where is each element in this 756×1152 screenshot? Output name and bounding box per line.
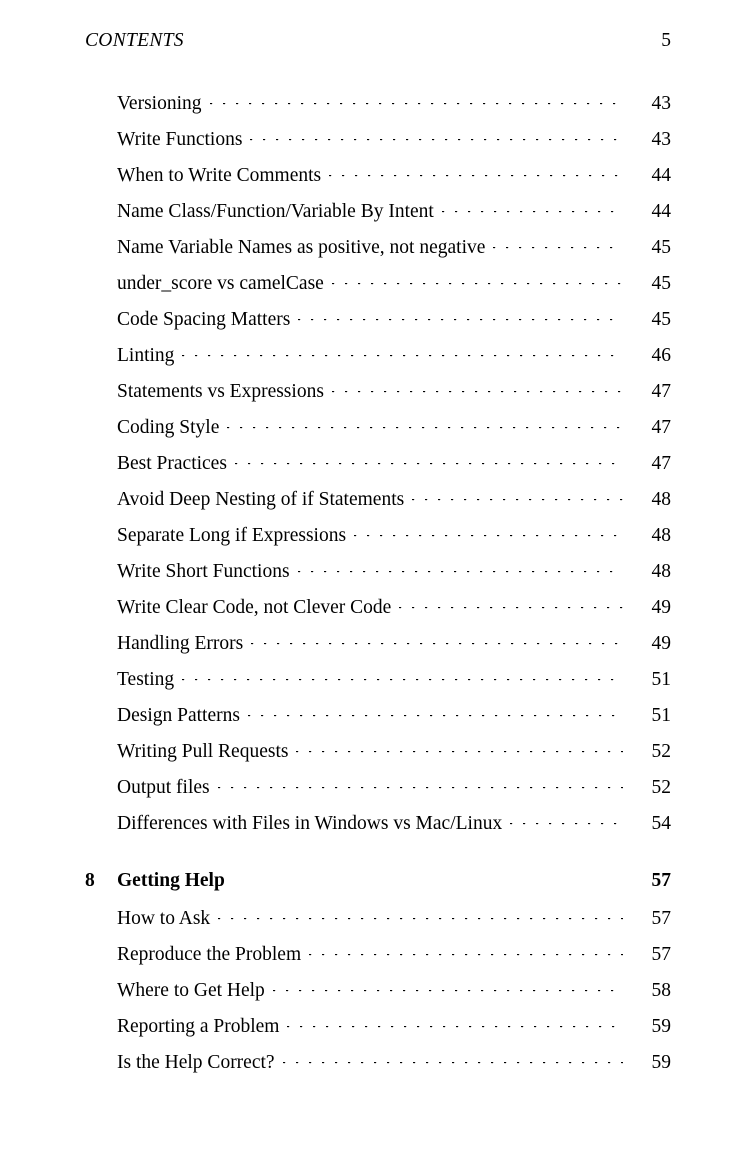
toc-entry-page-number: 43	[651, 93, 671, 114]
toc-dot-leader-dots	[248, 715, 623, 717]
toc-entry-row[interactable]	[85, 158, 671, 194]
toc-dot-leader	[329, 162, 623, 182]
toc-entry-title: under_score vs camelCase	[117, 273, 324, 294]
toc-entry-title: Write Functions	[117, 129, 243, 150]
toc-entry-page-number: 57	[651, 870, 671, 891]
toc-entry-row[interactable]	[85, 446, 671, 482]
toc-dot-leader-dots	[210, 103, 624, 105]
toc-dot-leader-dots	[354, 535, 623, 537]
toc-dot-leader	[296, 738, 623, 758]
toc-entry-title: Write Clear Code, not Clever Code	[117, 597, 392, 618]
toc-entry-page-number: 47	[651, 381, 671, 402]
toc-entry-page-number: 52	[651, 777, 671, 798]
toc-entry-page-number: 45	[651, 273, 671, 294]
toc-dot-leader	[399, 594, 623, 614]
toc-entry-page-number: 54	[651, 813, 671, 834]
toc-dot-leader	[510, 810, 623, 830]
toc-dot-leader	[354, 522, 623, 542]
toc-entry-title: Testing	[117, 669, 175, 690]
toc-entry-title: Name Variable Names as positive, not negative	[117, 237, 486, 258]
toc-entry-page-number: 47	[651, 453, 671, 474]
toc-entry-row[interactable]	[85, 194, 671, 230]
toc-dot-leader	[309, 941, 623, 961]
toc-dot-leader	[332, 270, 623, 290]
toc-dot-leader	[251, 630, 623, 650]
toc-dot-leader-dots	[218, 918, 623, 920]
toc-dot-leader-dots	[250, 139, 623, 141]
toc-entry-title: When to Write Comments	[117, 165, 322, 186]
toc-entry-row[interactable]	[85, 770, 671, 806]
toc-dot-leader	[250, 126, 623, 146]
toc-entry-title: Write Short Functions	[117, 561, 290, 582]
toc-dot-leader	[227, 414, 623, 434]
toc-entry-page-number: 57	[651, 908, 671, 929]
toc-entry-row[interactable]	[85, 698, 671, 734]
toc-entry-page-number: 52	[651, 741, 671, 762]
toc-entry-page-number: 59	[651, 1016, 671, 1037]
toc-entry-row[interactable]	[85, 230, 671, 266]
toc-entry-page-number: 45	[651, 237, 671, 258]
toc-entry-title: Name Class/Function/Variable By Intent	[117, 201, 434, 222]
toc-entry-page-number: 44	[651, 201, 671, 222]
toc-entry-page-number: 44	[651, 165, 671, 186]
toc-dot-leader-dots	[442, 211, 623, 213]
toc-entry-page-number: 49	[651, 597, 671, 618]
toc-entry-row[interactable]	[85, 901, 671, 937]
toc-dot-leader-dots	[493, 247, 623, 249]
toc-entry-row[interactable]	[85, 590, 671, 626]
toc-entry-page-number: 43	[651, 129, 671, 150]
toc-entry-row[interactable]	[85, 662, 671, 698]
toc-dot-leader-dots	[273, 990, 623, 992]
toc-entry-row[interactable]	[85, 973, 671, 1009]
toc-dot-leader-dots	[332, 283, 623, 285]
toc-entry-row[interactable]	[85, 122, 671, 158]
toc-entry-page-number: 59	[651, 1052, 671, 1073]
toc-entry-page-number: 46	[651, 345, 671, 366]
toc-entry-title: Coding Style	[117, 417, 220, 438]
toc-dot-leader-dots	[329, 175, 623, 177]
toc-entry-row[interactable]	[85, 338, 671, 374]
toc-dot-leader	[298, 558, 623, 578]
toc-entry-page-number: 48	[651, 489, 671, 510]
toc-dot-leader-dots	[296, 751, 623, 753]
toc-entry-page-number: 57	[651, 944, 671, 965]
toc-dot-leader-dots	[218, 787, 623, 789]
toc-entry-title: Statements vs Expressions	[117, 381, 324, 402]
toc-entry-page-number: 58	[651, 980, 671, 1001]
toc-dot-leader-dots	[182, 355, 623, 357]
toc-dot-leader-dots	[287, 1026, 623, 1028]
toc-entry-title: Versioning	[117, 93, 202, 114]
toc-dot-leader-dots	[309, 954, 623, 956]
toc-entry-row[interactable]	[85, 937, 671, 973]
toc-entry-row[interactable]	[85, 266, 671, 302]
toc-entry-title: Avoid Deep Nesting of if Statements	[117, 489, 405, 510]
toc-dot-leader	[283, 1049, 623, 1069]
toc-dot-leader-dots	[251, 643, 623, 645]
toc-dot-leader	[332, 378, 623, 398]
toc-dot-leader	[287, 1013, 623, 1033]
running-header-title: CONTENTS	[85, 30, 184, 51]
table-of-contents-list	[85, 86, 671, 1081]
toc-entry-row[interactable]	[85, 302, 671, 338]
toc-entry-row[interactable]	[85, 626, 671, 662]
toc-dot-leader	[442, 198, 623, 218]
toc-dot-leader	[182, 666, 623, 686]
running-header-page-number: 5	[661, 30, 671, 51]
toc-dot-leader	[298, 306, 623, 326]
toc-entry-row[interactable]	[85, 806, 671, 842]
toc-entry-row[interactable]	[85, 1045, 671, 1081]
toc-dot-leader-dots	[298, 319, 623, 321]
toc-entry-title: How to Ask	[117, 908, 211, 929]
toc-dot-leader	[218, 905, 623, 925]
toc-entry-title: Is the Help Correct?	[117, 1052, 275, 1073]
toc-dot-leader-dots	[399, 607, 623, 609]
toc-entry-title: Reporting a Problem	[117, 1016, 280, 1037]
toc-dot-leader-dots	[412, 499, 623, 501]
toc-dot-leader-dots	[298, 571, 623, 573]
toc-entry-row[interactable]	[85, 554, 671, 590]
toc-entry-title: Differences with Files in Windows vs Mac/Linux	[117, 813, 503, 834]
toc-entry-title: Design Patterns	[117, 705, 240, 726]
toc-dot-leader-dots	[235, 463, 623, 465]
toc-dot-leader	[233, 867, 623, 887]
toc-entry-row[interactable]	[85, 1009, 671, 1045]
toc-entry-row[interactable]	[85, 86, 671, 122]
toc-entry-title: Output files	[117, 777, 210, 798]
toc-entry-row[interactable]	[85, 734, 671, 770]
toc-entry-row[interactable]	[85, 374, 671, 410]
toc-entry-page-number: 49	[651, 633, 671, 654]
toc-dot-leader	[182, 342, 623, 362]
toc-entry-page-number: 51	[651, 669, 671, 690]
toc-entry-row[interactable]	[85, 410, 671, 446]
running-header	[85, 30, 671, 52]
toc-dot-leader-dots	[510, 823, 623, 825]
toc-dot-leader-dots	[332, 391, 623, 393]
toc-entry-row[interactable]	[85, 518, 671, 554]
toc-entry-page-number: 51	[651, 705, 671, 726]
toc-dot-leader	[273, 977, 623, 997]
toc-dot-leader	[412, 486, 623, 506]
toc-dot-leader-dots	[182, 679, 623, 681]
toc-dot-leader	[493, 234, 623, 254]
toc-entry-title: Writing Pull Requests	[117, 741, 289, 762]
toc-entry-title: Handling Errors	[117, 633, 244, 654]
toc-entry-title: Getting Help	[117, 870, 225, 891]
toc-entry-title: Reproduce the Problem	[117, 944, 302, 965]
toc-dot-leader	[248, 702, 623, 722]
toc-dot-leader-dots	[227, 427, 623, 429]
toc-entry-title: Best Practices	[117, 453, 227, 474]
toc-entry-number: 8	[85, 870, 95, 891]
toc-entry-title: Linting	[117, 345, 175, 366]
toc-entry-page-number: 45	[651, 309, 671, 330]
toc-dot-leader-dots	[283, 1062, 623, 1064]
toc-entry-title: Code Spacing Matters	[117, 309, 291, 330]
toc-chapter-row[interactable]	[85, 863, 671, 899]
toc-entry-page-number: 48	[651, 525, 671, 546]
toc-dot-leader	[235, 450, 623, 470]
toc-entry-page-number: 47	[651, 417, 671, 438]
toc-entry-page-number: 48	[651, 561, 671, 582]
toc-entry-title: Where to Get Help	[117, 980, 265, 1001]
toc-entry-title: Separate Long if Expressions	[117, 525, 347, 546]
toc-dot-leader	[218, 774, 623, 794]
toc-entry-row[interactable]	[85, 482, 671, 518]
toc-dot-leader	[210, 90, 624, 110]
